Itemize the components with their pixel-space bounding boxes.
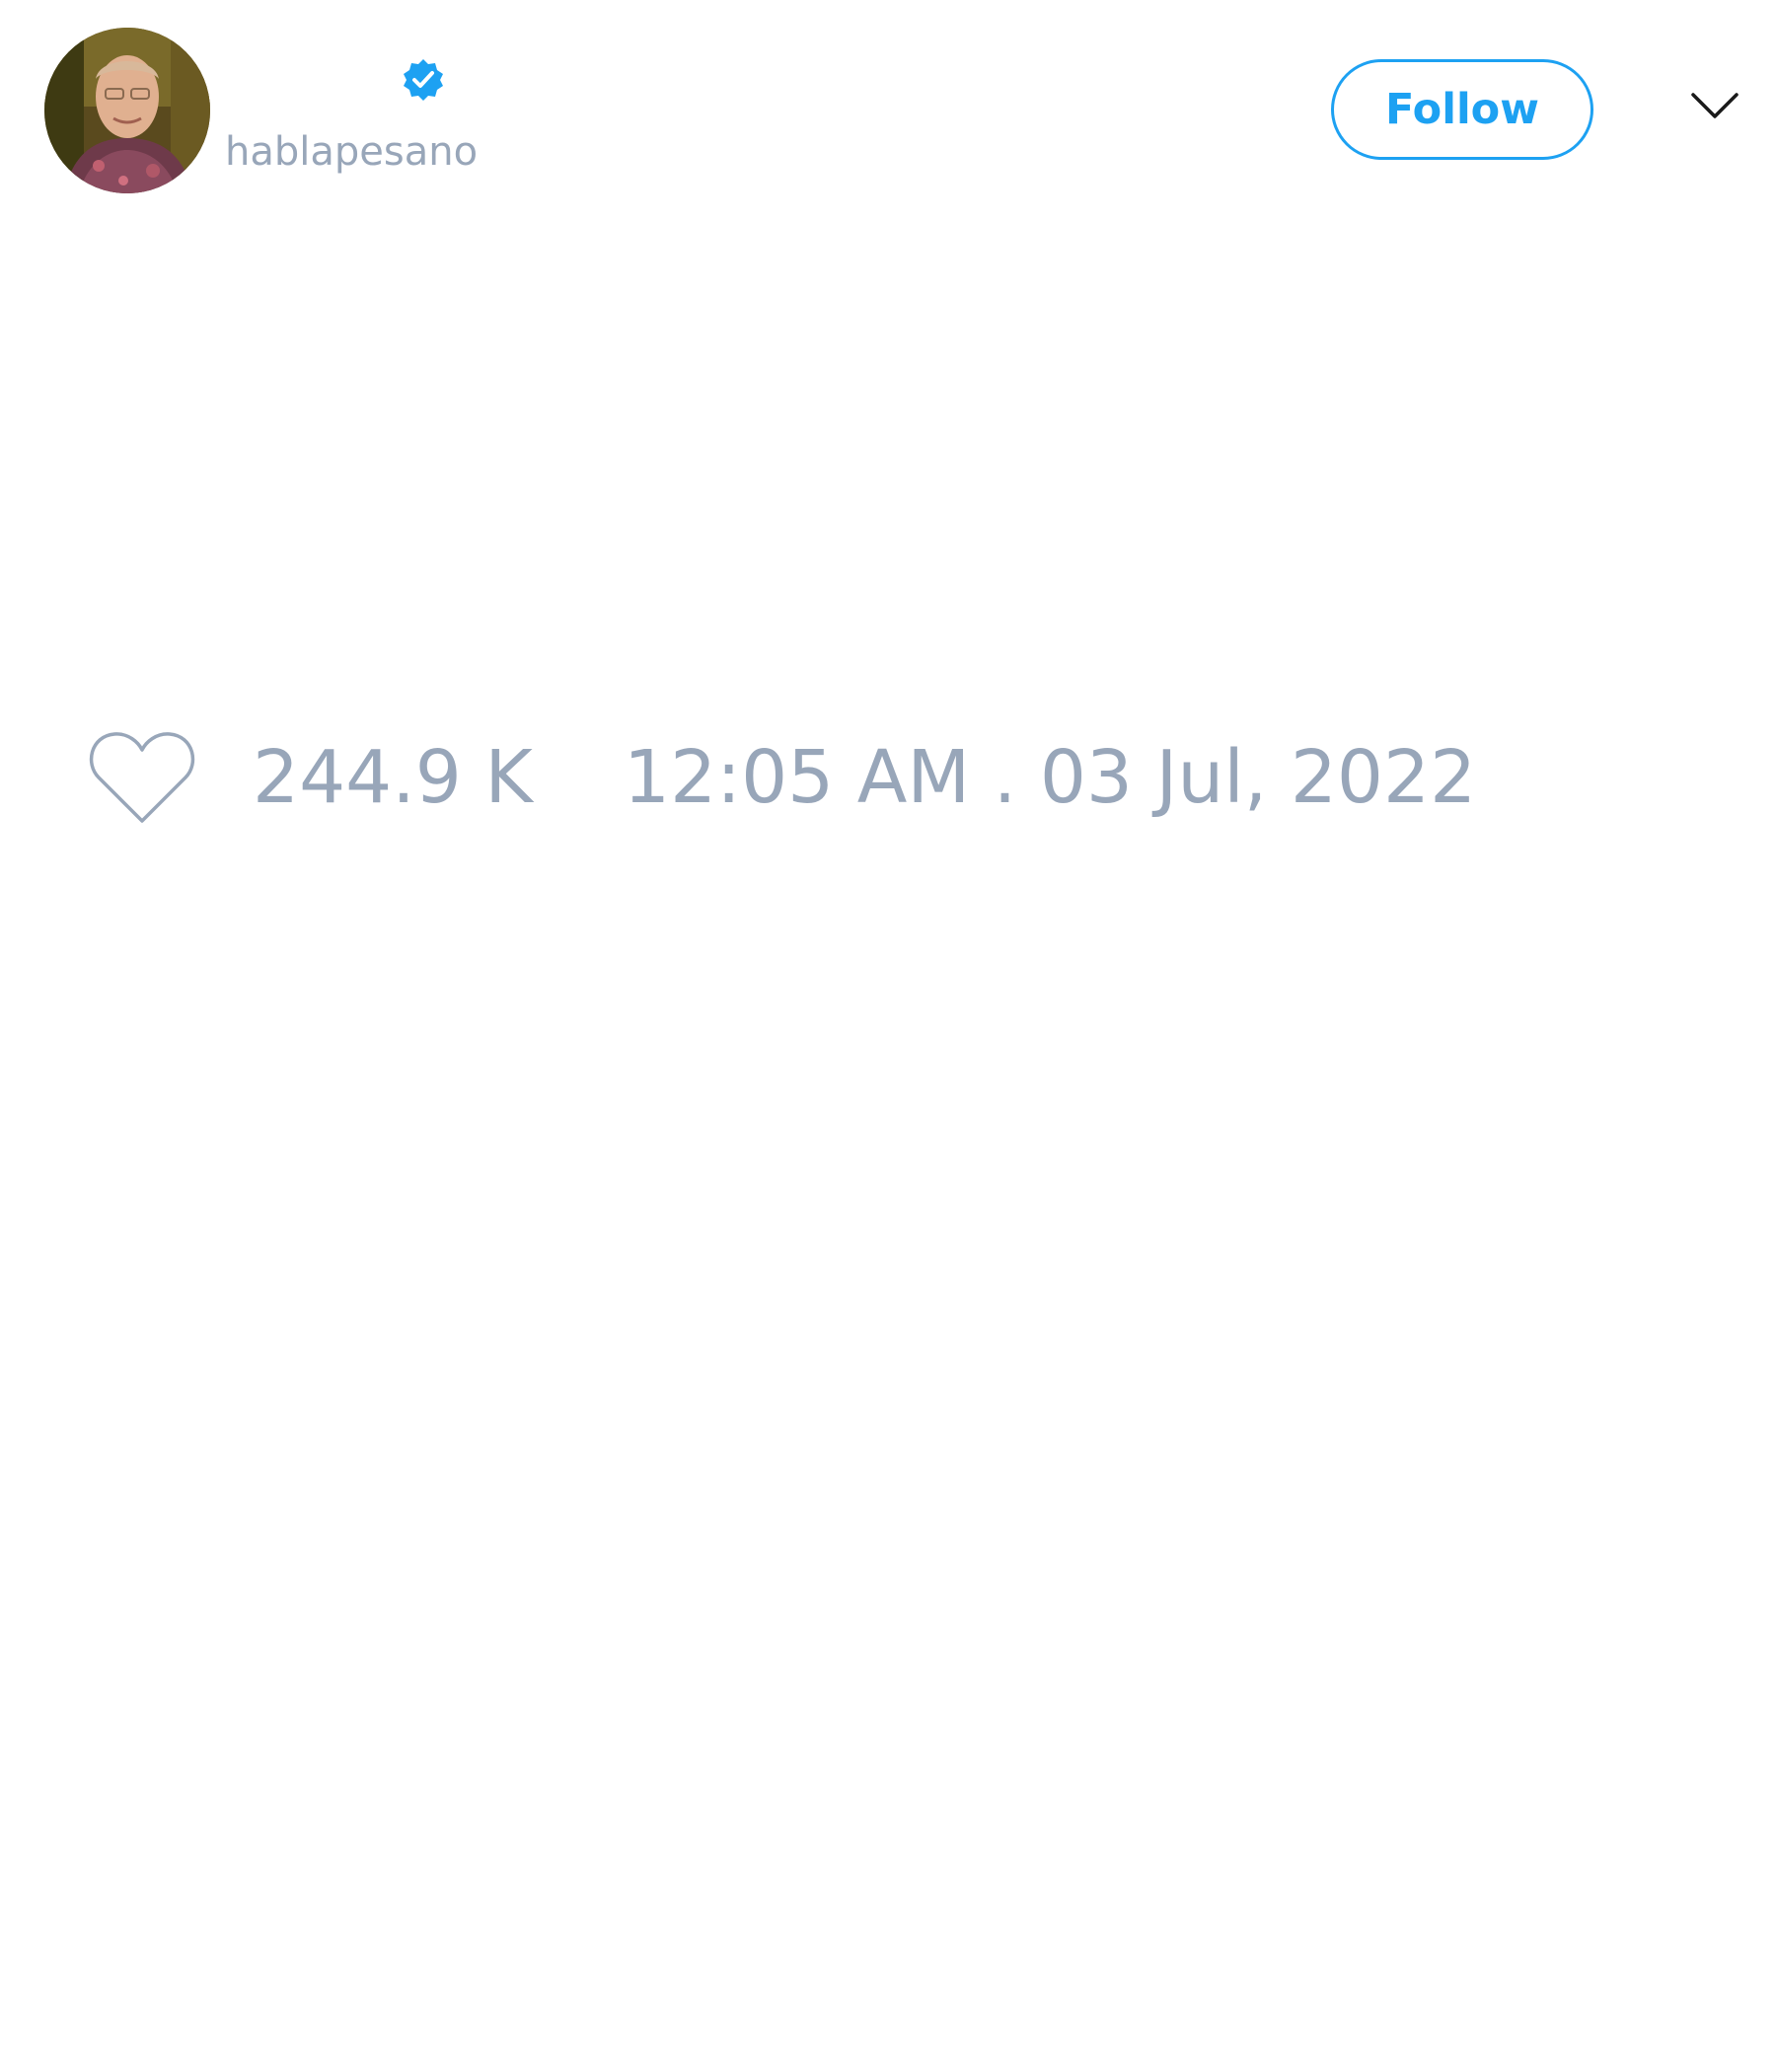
heart-outline-icon[interactable] [87, 728, 197, 827]
avatar[interactable] [44, 28, 210, 193]
author-handle[interactable]: hablapesano [225, 129, 479, 175]
tweet-timestamp[interactable]: 12:05 AM . 03 Jul, 2022 [624, 735, 1477, 820]
avatar-photo [44, 28, 210, 193]
chevron-down-icon[interactable] [1689, 89, 1740, 124]
follow-button[interactable]: Follow [1331, 59, 1593, 160]
verified-badge-icon [401, 57, 446, 103]
like-count: 244.9 K [253, 735, 533, 820]
